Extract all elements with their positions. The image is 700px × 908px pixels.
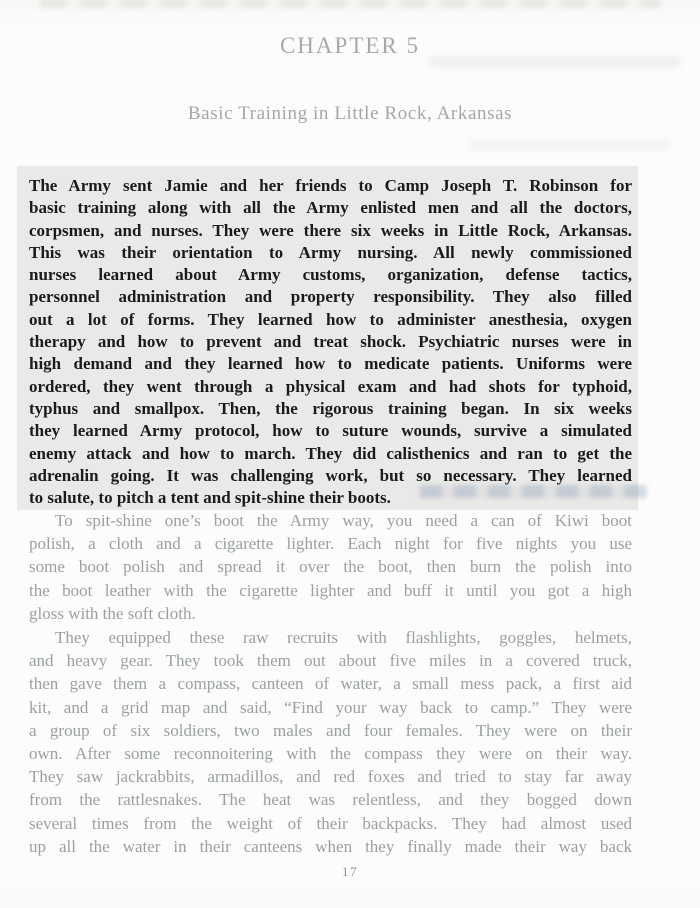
text-line: The Army sent Jamie and her friends to Camp Joseph T. Robinson for [29, 176, 632, 195]
text-line: nurses learned about Army customs, organization, defense tactics, [29, 265, 632, 285]
bleed-through-artifact [40, 0, 660, 7]
bleed-through-artifact [470, 140, 670, 150]
text-line: from the rattlesnakes. The heat was relentless, and they bogged down [29, 790, 632, 810]
text-line: several times from the weight of their backpacks. They had almost used [29, 813, 632, 833]
page-number: 17 [342, 864, 358, 879]
text-line: They equipped these raw recruits with flashlights, goggles, helmets, [55, 628, 632, 647]
text-line: ordered, they went through a physical exam and had shots for typhoid, [29, 376, 632, 396]
text-line: up all the water in their canteens when they finally made their way back [29, 836, 632, 856]
text-line: personnel administration and property responsibility. They also filled [29, 287, 632, 307]
text-line: they learned Army protocol, how to suture wounds, survive a simulated [29, 421, 632, 441]
text-line: gloss with the soft cloth. [29, 603, 196, 623]
text-line: enemy attack and how to march. They did calisthenics and ran to get the [29, 443, 632, 463]
text-line: They saw jackrabbits, armadillos, and red foxes and tried to stay far away [29, 767, 632, 787]
text-line: therapy and how to prevent and treat shock. Psychiatric nurses were in [29, 332, 632, 352]
text-line: a group of six soldiers, two males and four females. They were on their [29, 720, 632, 740]
paragraph-recruits [29, 626, 632, 858]
text-line: then gave them a compass, canteen of water, a small mess pack, a first aid [29, 674, 632, 694]
text-line: This was their orientation to Army nursing. All newly commissioned [29, 242, 632, 262]
text-line: out a lot of forms. They learned how to administer anesthesia, oxygen [29, 309, 632, 329]
text-line: the boot leather with the cigarette lighter and buff it until you got a high [29, 580, 632, 600]
text-line: polish, a cloth and a cigarette lighter. Each night for five nights you use [29, 534, 632, 554]
text-line: corpsmen, and nurses. They were there six weeks in Little Rock, Arkansas. [29, 220, 632, 240]
chapter-heading: CHAPTER 5 [279, 33, 421, 58]
text-line: basic training along with all the Army enlisted men and all the doctors, [29, 198, 632, 218]
chapter-subtitle: Basic Training in Little Rock, Arkansas [187, 103, 513, 124]
text-line: high demand and they learned how to medicate patients. Uniforms were [29, 354, 632, 374]
text-line: adrenalin going. It was challenging work, but so necessary. They learned [29, 465, 632, 485]
paragraph-highlighted [29, 175, 632, 509]
text-line: To spit-shine one’s boot the Army way, you need a can of Kiwi boot [55, 511, 632, 530]
text-line: typhus and smallpox. Then, the rigorous training began. In six weeks [29, 398, 632, 418]
paragraph-spit-shine [29, 509, 632, 625]
text-line: kit, and a grid map and said, “Find your way back to camp.” They were [29, 697, 632, 717]
text-line: and heavy gear. They took them out about five miles in a covered truck, [29, 651, 632, 671]
text-line: some boot polish and spread it over the boot, then burn the polish into [29, 557, 632, 577]
text-line: to salute, to pitch a tent and spit-shine their boots. [29, 488, 391, 508]
text-line: own. After some reconnoitering with the compass they were on their way. [29, 743, 632, 763]
